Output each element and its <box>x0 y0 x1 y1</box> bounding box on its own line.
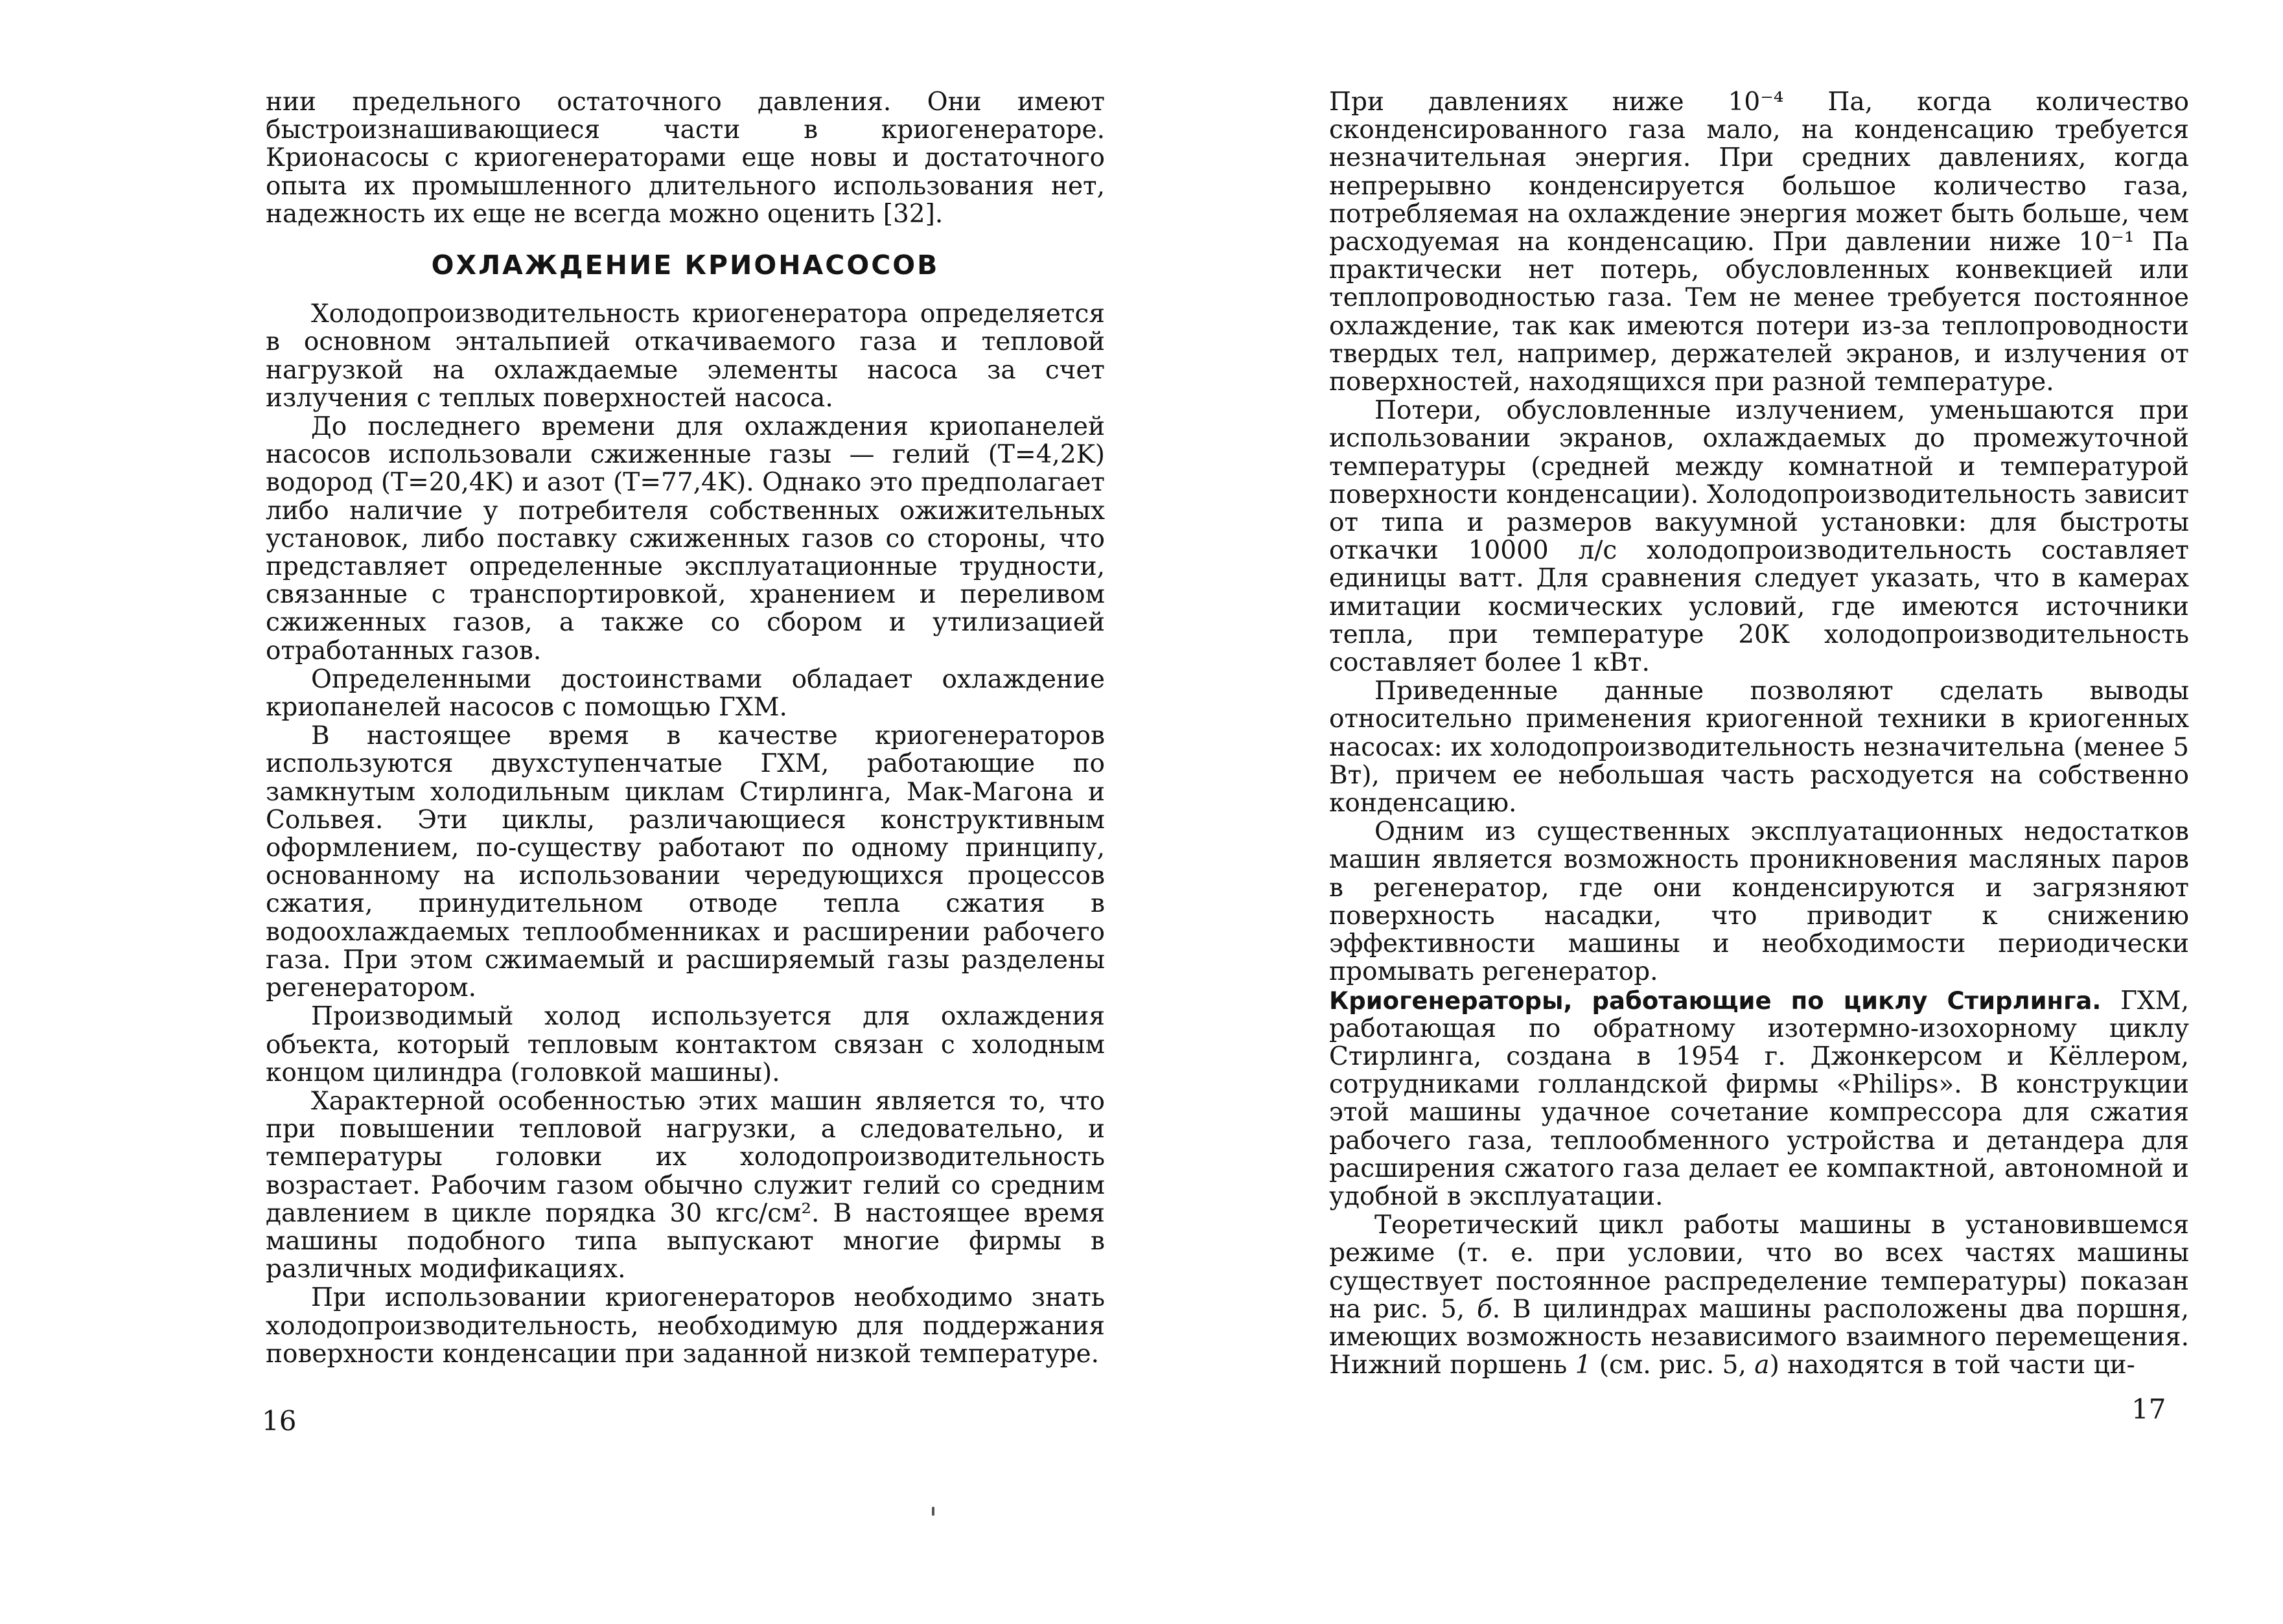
right-paragraph-2: Потери, обусловленные излучением, уменьшаются при использовании экранов, охлаждаемых до промежуточной температуры (средней между комнатной и температурой поверхности конденсации). Холодопроизводительность зависит от типа и размеров вакуумной установки: для быстроты откачки 10000 л/с холодопроизводительность составляет единицы ватт. Для сравнения следует указать, что в камерах имитации космических условий, где имеются источники тепла, при температуре 20К холодопроизводительность составляет более 1 кВт. <box>1329 396 2189 678</box>
left-paragraph-1: нии предельного остаточного давления. Они имеют быстроизнашивающиеся части в криогенераторе. Крионасосы с криогенераторами еще новы и достаточного опыта их промышленного длительного использования нет, надежность их еще не всегда можно оценить [32]. <box>266 87 1105 229</box>
figure-ref-b: б <box>1476 1294 1492 1324</box>
left-section-paragraph-1: Холодопроизводительность криогенератора определяется в основном энтальпией откачиваемого газа и тепловой нагрузкой на охлаждаемые элементы насоса за счет излучения с теплых поверхностей насоса. <box>266 299 1105 413</box>
page-number-right: 17 <box>2131 1393 2166 1425</box>
stirling-run-in-heading: Криогенераторы, работающие по циклу Стирлинга. <box>1329 986 2102 1015</box>
theory-text-2: . В цилиндрах машины расположены два поршня, имеющих возможность независимого взаимного перемещения. Нижний поршень <box>1329 1294 2189 1380</box>
left-page <box>0 0 1141 1624</box>
theory-paragraph <box>1329 1211 2189 1379</box>
theory-text-1: Теоретический цикл работы машины в установившемся режиме (т. е. при условии, что во всех частях машины существует постоянное распределение температуры) показан на рис. 5, <box>1329 1211 2189 1324</box>
scan-speck <box>932 1507 934 1516</box>
left-section-paragraph-2: До последнего времени для охлаждения криопанелей насосов использовали сжиженные газы — гелий (T=4,2K) водород (T=20,4K) и азот (T=77,4K). Однако это предполагает либо наличие у потребителя собственных ожижительных установок, либо поставку сжиженных газов со стороны, что представляет определенные эксплуатационные трудности, связанные с транспортировкой, хранением и переливом сжиженных газов, а также со сбором и утилизацией отработанных газов. <box>266 412 1105 666</box>
left-text-column <box>266 88 1105 1368</box>
theory-text-3: (см. рис. 5, <box>1591 1351 1755 1380</box>
stirling-paragraph <box>1329 987 2189 1211</box>
section-heading: ОХЛАЖДЕНИЕ КРИОНАСОСОВ <box>431 249 940 281</box>
left-section-paragraph-3: Определенными достоинствами обладает охлаждение криопанелей насосов с помощью ГХМ. <box>266 664 1105 723</box>
right-paragraph-1: При давлениях ниже 10⁻⁴ Па, когда количество сконденсированного газа мало, на конденсацию требуется незначительная энергия. При средних давлениях, когда непрерывно конденсируется большое количество газа, потребляемая на охлаждение энергия может быть больше, чем расходуемая на конденсацию. При давлении ниже 10⁻¹ Па практически нет потерь, обусловленных конвекцией или теплопроводностью газа. Тем не менее требуется постоянное охлаждение, так как имеются потери из-за теплопроводности твердых тел, например, держателей экранов, и излучения от поверхностей, находящихся при разной температуре. <box>1329 87 2189 397</box>
left-section-paragraph-6: Характерной особенностью этих машин является то, что при повышении тепловой нагрузки, а следовательно, и температуры головки их холодопроизводительность возрастает. Рабочим газом обычно служит гелий со средним давлением в цикле порядка 30 кгс/см². В настоящее время машины подобного типа выпускают многие фирмы в различных модификациях. <box>266 1086 1105 1284</box>
piston-number: 1 <box>1575 1351 1592 1380</box>
stirling-text: ГХМ, работающая по обратному изотермно-изохорному циклу Стирлинга, создана в 1954 г. Джонкерсом и Кёллером, сотрудниками голландской фирмы «Philips». В конструкции этой машины удачное сочетание компрессора для сжатия рабочего газа, теплообменного устройства и детандера для расширения сжатого газа делает ее компактной, автономной и удобной в эксплуатации. <box>1329 986 2189 1211</box>
right-paragraph-4: Одним из существенных эксплуатационных недостатков машин является возможность проникновения масляных паров в регенератор, где они конденсируются и загрязняют поверхность насадки, что приводит к снижению эффективности машины и необходимости периодически промывать регенератор. <box>1329 817 2189 987</box>
figure-ref-a: а <box>1754 1351 1770 1380</box>
right-text-column <box>1329 88 2189 1379</box>
theory-text-4: ) находятся в той части ци- <box>1769 1351 2135 1380</box>
left-section-paragraph-7: При использовании криогенераторов необходимо знать холодопроизводительность, необходимую для поддержания поверхности конденсации при заданной низкой температуре. <box>266 1283 1105 1369</box>
right-paragraph-3: Приведенные данные позволяют сделать выводы относительно применения криогенной техники в криогенных насосах: их холодопроизводительность незначительна (менее 5 Вт), причем ее небольшая часть расходуется на собственно конденсацию. <box>1329 677 2189 818</box>
left-section-paragraph-4: В настоящее время в качестве криогенераторов используются двухступенчатые ГХМ, работающие по замкнутым холодильным циклам Стирлинга, Мак-Магона и Сольвея. Эти циклы, различающиеся конструктивным оформлением, по-существу работают по одному принципу, основанному на использовании чередующихся процессов сжатия, принудительном отводе тепла сжатия в водоохлаждаемых теплообменниках и расширении рабочего газа. При этом сжимаемый и расширяемый газы разделены регенератором. <box>266 721 1105 1003</box>
right-page <box>1141 0 2283 1624</box>
page-number-left: 16 <box>262 1405 297 1437</box>
left-section-paragraph-5: Производимый холод используется для охлаждения объекта, который тепловым контактом связан с холодным концом цилиндра (головкой машины). <box>266 1002 1105 1087</box>
